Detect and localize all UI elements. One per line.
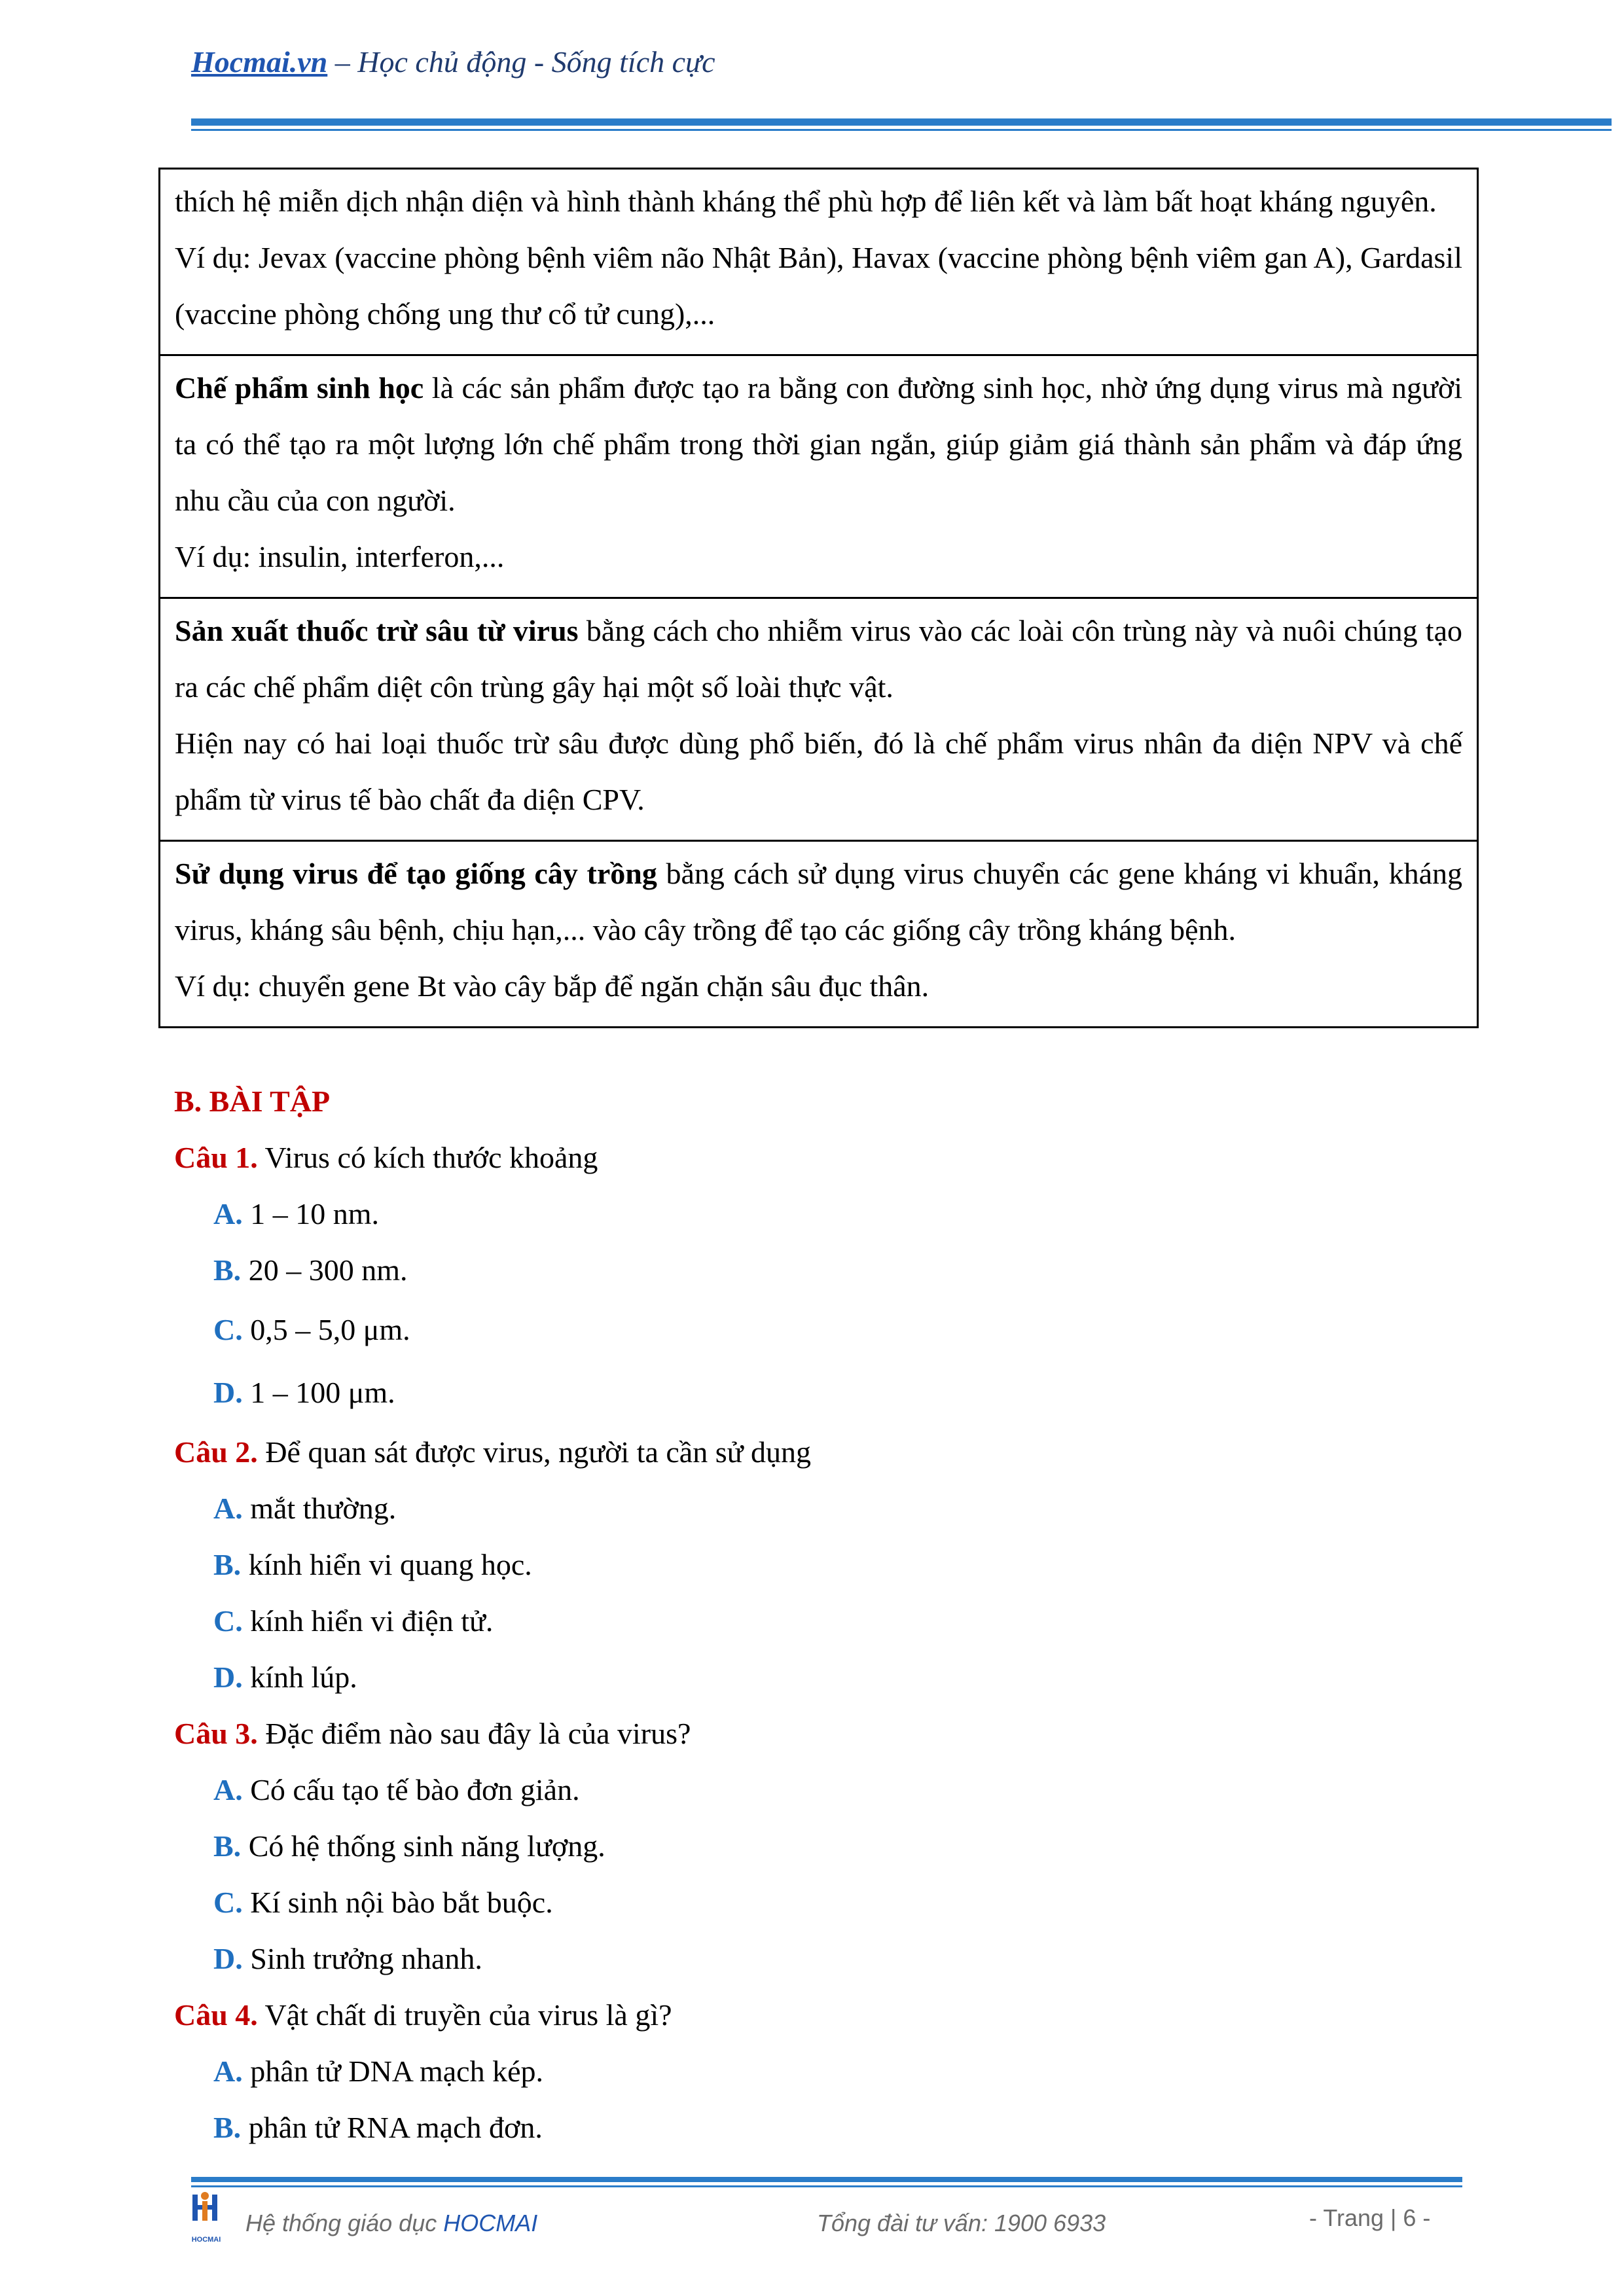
option-label: B. bbox=[213, 1253, 242, 1287]
option-text: 1 – 100 μm. bbox=[250, 1376, 395, 1409]
question-text: Để quan sát được virus, người ta cần sử dụng bbox=[265, 1435, 812, 1469]
option-label: D. bbox=[213, 1942, 243, 1975]
option-label: A. bbox=[213, 1492, 243, 1525]
option-d[interactable] bbox=[174, 1361, 1549, 1424]
cell-body: là các sản phẩm được tạo ra bằng con đường sinh học, nhờ ứng dụng virus mà người ta có thể tạo ra một lượng lớn chế phẩm trong thời gian ngắn, giúp giảm giá thành sản phẩm và đáp ứng nhu cầu của con người. bbox=[175, 371, 1462, 517]
option-label: D. bbox=[213, 1376, 243, 1409]
option-label: A. bbox=[213, 1773, 243, 1806]
option-label: C. bbox=[213, 1886, 243, 1919]
option-a[interactable] bbox=[174, 1762, 1549, 1818]
option-text: kính hiển vi quang học. bbox=[248, 1548, 532, 1581]
option-b[interactable] bbox=[174, 1818, 1549, 1874]
option-text: Sinh trưởng nhanh. bbox=[250, 1942, 482, 1975]
application-table bbox=[158, 168, 1479, 1028]
question-3 bbox=[174, 1706, 1549, 1762]
cell-example: Ví dụ: insulin, interferon,... bbox=[175, 540, 505, 573]
cell-text bbox=[175, 360, 1462, 529]
option-label: A. bbox=[213, 1197, 243, 1230]
cell-text: thích hệ miễn dịch nhận diện và hình thành kháng thể phù hợp để liên kết và làm bất hoạt kháng nguyên. bbox=[175, 185, 1437, 218]
option-text: phân tử RNA mạch đơn. bbox=[248, 2111, 543, 2144]
option-text: Có cấu tạo tế bào đơn giản. bbox=[250, 1773, 580, 1806]
header-separator: – bbox=[327, 45, 358, 79]
footer-system bbox=[245, 2210, 537, 2237]
question-label: Câu 4. bbox=[174, 1998, 258, 2032]
cell-heading: Sản xuất thuốc trừ sâu từ virus bbox=[175, 614, 579, 647]
table-row bbox=[160, 598, 1478, 841]
question-text: Vật chất di truyền của virus là gì? bbox=[264, 1998, 672, 2032]
option-d[interactable] bbox=[174, 1931, 1549, 1987]
footer-divider bbox=[191, 2177, 1462, 2182]
option-b[interactable] bbox=[174, 1537, 1549, 1593]
option-text: 1 – 10 nm. bbox=[250, 1197, 380, 1230]
table-row bbox=[160, 355, 1478, 598]
cell-body: bằng cách sử dụng virus chuyển các gene kháng vi khuẩn, kháng virus, kháng sâu bệnh, chịu hạn,... vào cây trồng để tạo các giống cây trồng kháng bệnh. bbox=[175, 857, 1462, 946]
option-c[interactable] bbox=[174, 1299, 1549, 1361]
option-label: C. bbox=[213, 1313, 243, 1346]
option-d[interactable] bbox=[174, 1649, 1549, 1706]
cell-example: Hiện nay có hai loại thuốc trừ sâu được dùng phổ biến, đó là chế phẩm virus nhân đa diện NPV và chế phẩm từ virus tế bào chất đa diện CPV. bbox=[175, 726, 1462, 816]
cell-heading: Chế phẩm sinh học bbox=[175, 371, 424, 404]
question-label: Câu 3. bbox=[174, 1717, 258, 1750]
option-text: kính hiển vi điện tử. bbox=[250, 1604, 494, 1638]
table-row bbox=[160, 169, 1478, 355]
cell-body: bằng cách cho nhiễm virus vào các loài côn trùng này và nuôi chúng tạo ra các chế phẩm diệt côn trùng gây hại một số loài thực vật. bbox=[175, 614, 1463, 704]
option-label: B. bbox=[213, 1829, 242, 1863]
footer-divider-thin bbox=[191, 2185, 1462, 2187]
option-label: B. bbox=[213, 2111, 242, 2144]
option-b[interactable] bbox=[174, 2100, 1549, 2156]
option-text: Có hệ thống sinh năng lượng. bbox=[248, 1829, 605, 1863]
option-text: 0,5 – 5,0 μm. bbox=[250, 1313, 410, 1346]
question-2 bbox=[174, 1424, 1549, 1480]
footer-logo-text: HOCMAI bbox=[191, 2236, 221, 2244]
brand-link[interactable]: Hocmai.vn bbox=[191, 45, 328, 79]
option-b[interactable] bbox=[174, 1242, 1549, 1299]
page-number: - Trang | 6 - bbox=[1309, 2204, 1431, 2231]
question-text: Virus có kích thước khoảng bbox=[264, 1141, 598, 1174]
option-c[interactable] bbox=[174, 1593, 1549, 1649]
cell-example: Ví dụ: chuyển gene Bt vào cây bắp để ngăn chặn sâu đục thân. bbox=[175, 969, 929, 1003]
footer-system-brand[interactable]: HOCMAI bbox=[443, 2210, 538, 2236]
question-label: Câu 1. bbox=[174, 1141, 258, 1174]
hocmai-logo-icon bbox=[190, 2189, 220, 2235]
option-a[interactable] bbox=[174, 1186, 1549, 1242]
cell-text bbox=[175, 603, 1462, 715]
table-cell bbox=[160, 841, 1478, 1028]
option-text: 20 – 300 nm. bbox=[248, 1253, 408, 1287]
header-divider-thin bbox=[191, 129, 1612, 131]
cell-heading: Sử dụng virus để tạo giống cây trồng bbox=[175, 857, 657, 890]
option-a[interactable] bbox=[174, 1480, 1549, 1537]
section-title: B. BÀI TẬP bbox=[174, 1085, 331, 1118]
question-4 bbox=[174, 1987, 1549, 2043]
question-1 bbox=[174, 1130, 1549, 1186]
option-text: phân tử DNA mạch kép. bbox=[250, 2054, 544, 2088]
option-label: D. bbox=[213, 1660, 243, 1694]
header-divider bbox=[191, 118, 1612, 126]
cell-text bbox=[175, 846, 1462, 958]
page-header bbox=[191, 45, 715, 79]
option-c[interactable] bbox=[174, 1874, 1549, 1931]
table-cell bbox=[160, 598, 1478, 841]
table-cell bbox=[160, 355, 1478, 598]
footer-system-prefix: Hệ thống giáo dục bbox=[245, 2210, 444, 2236]
cell-example: Ví dụ: Jevax (vaccine phòng bệnh viêm não Nhật Bản), Havax (vaccine phòng bệnh viêm gan A), Gardasil (vaccine phòng chống ung thư cổ tử cung),... bbox=[175, 241, 1462, 331]
header-slogan: Học chủ động - Sống tích cực bbox=[357, 45, 715, 79]
option-text: Kí sinh nội bào bắt buộc. bbox=[250, 1886, 553, 1919]
footer-hotline: Tổng đài tư vấn: 1900 6933 bbox=[817, 2210, 1106, 2236]
option-text: kính lúp. bbox=[250, 1660, 357, 1694]
table-row bbox=[160, 841, 1478, 1028]
option-text: mắt thường. bbox=[250, 1492, 397, 1525]
option-a[interactable] bbox=[174, 2043, 1549, 2100]
option-label: B. bbox=[213, 1548, 242, 1581]
table-cell bbox=[160, 169, 1478, 355]
exercises-section bbox=[174, 1073, 1549, 2156]
option-label: C. bbox=[213, 1604, 243, 1638]
question-text: Đặc điểm nào sau đây là của virus? bbox=[265, 1717, 691, 1750]
option-label: A. bbox=[213, 2054, 243, 2088]
question-label: Câu 2. bbox=[174, 1435, 258, 1469]
